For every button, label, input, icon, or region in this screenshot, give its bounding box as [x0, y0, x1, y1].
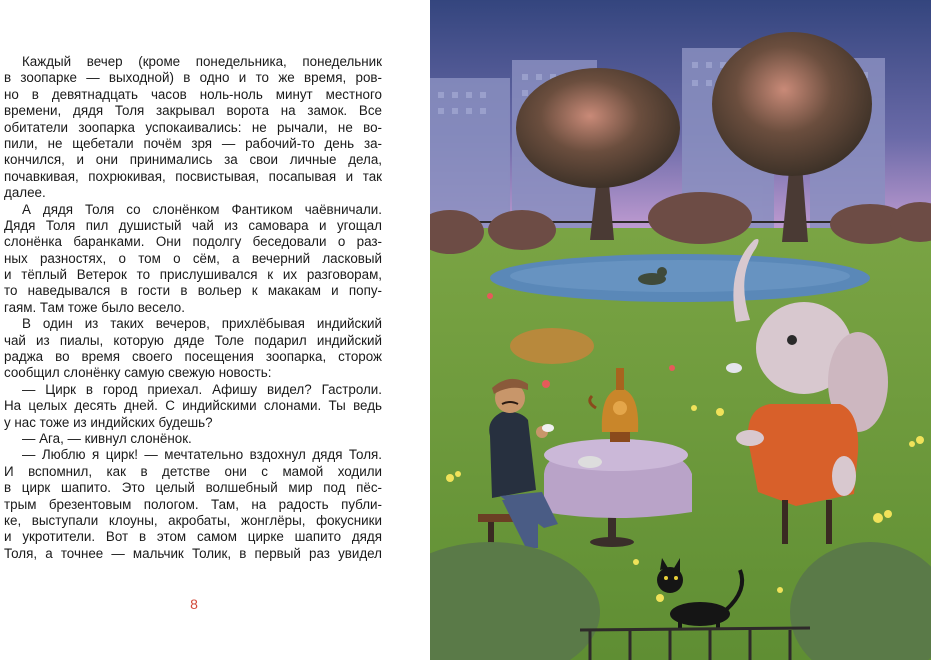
text-line: но в девятнадцать часов ноль-ноль минут местного	[4, 86, 382, 102]
text-line: — Ага, — кивнул слонёнок.	[22, 430, 192, 446]
text-line: трым брезентовым пологом. Там, на радость публи-	[4, 496, 382, 512]
text-line: и укротители. Вот в этом самом цирке шапито дядя	[4, 529, 382, 545]
text-line: А дядя Толя со слонёнком Фантиком чаёвничали.	[22, 201, 382, 217]
text-line: почавкивая, похрюкивая, посвистывая, посапывая и так	[4, 168, 382, 184]
text-line: ке, выступали клоуны, акробаты, жонглёры, фокусники	[4, 512, 382, 528]
text-line: обитатели зоопарка успокаивались: не рычали, не во-	[4, 119, 382, 135]
text-line: пили, не щебетали почём зря — рабочий-то день за-	[4, 135, 382, 151]
text-line: и тёплый Ветерок то прислушивался к их разговорам,	[4, 267, 382, 283]
text-line: И вспомнил, как в детстве они с мамой ходили	[4, 463, 382, 479]
text-line: гаям. Там тоже было весело.	[4, 299, 185, 315]
text-line: слонёнка баранками. Они подолгу беседовали о раз-	[4, 234, 382, 250]
text-line: в цирк шапито. Это целый волшебный мир под пёс-	[4, 480, 382, 496]
story-text	[4, 54, 382, 562]
text-line: чай из пиалы, которую дяде Толе подарил индийский	[4, 332, 382, 348]
page-number: 8	[190, 596, 198, 612]
text-line: — Люблю я цирк! — мечтательно вздохнул дядя Толя.	[22, 447, 382, 463]
text-line: В один из таких вечеров, прихлёбывая индийский	[22, 316, 382, 332]
text-line: сообщил слонёнку самую свежую новость:	[4, 365, 272, 381]
text-line: — Цирк в город приехал. Афишу видел? Гастроли.	[22, 381, 382, 397]
rock	[510, 328, 594, 364]
text-line: На целых десять дней. С индийскими слонами. Ты ведь	[4, 398, 382, 414]
illustration	[430, 0, 931, 660]
text-line: у нас тоже из индийских будешь?	[4, 414, 213, 430]
bowl	[578, 456, 602, 468]
text-line: Дядя Толя пил душистый чай из самовара и угощал	[4, 217, 382, 233]
text-line: в зоопарке — выходной) в одно и то же время, ров-	[4, 70, 382, 86]
text-line: раджа во время своего посещения зоопарка, сторож	[4, 349, 382, 365]
text-line: ных разностях, о том о сём, а вечерний ласковый	[4, 250, 382, 266]
text-page	[0, 0, 430, 660]
text-line: Толя, а точнее — мальчик Толик, в первый раз увидел	[4, 545, 382, 561]
illustration-art	[430, 0, 931, 660]
text-line: времени, дядя Толя закрывал ворота на замок. Все	[4, 103, 382, 119]
text-line: то наведывался в гости в вольер к макакам и попу-	[4, 283, 382, 299]
text-line: далее.	[4, 185, 46, 201]
text-line: Каждый вечер (кроме понедельника, понедельник	[22, 54, 382, 69]
text-line: кончился, и они принимались за свои личные дела,	[4, 152, 382, 168]
